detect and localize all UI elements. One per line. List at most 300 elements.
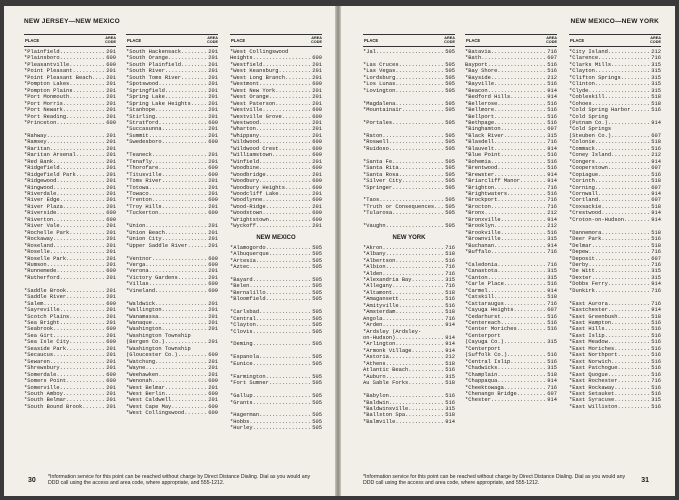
place-name: *Canton	[465, 274, 488, 281]
area-code: 315	[445, 406, 455, 413]
place-name: (Putnam Co.)	[569, 119, 608, 126]
area-code: 505	[445, 158, 455, 165]
place-name: *Villas	[126, 281, 149, 288]
area-code: 516	[547, 81, 557, 88]
area-code: 201	[312, 119, 322, 126]
area-code: 201	[208, 49, 218, 55]
area-code: 716	[547, 197, 557, 204]
leader-dots	[408, 380, 445, 386]
area-code: 201	[106, 100, 116, 107]
directory-column	[126, 34, 218, 434]
leader-dots	[266, 296, 313, 302]
area-code: 201	[106, 358, 116, 365]
area-code: 518	[651, 139, 661, 146]
place-name: *Bedford Hills	[465, 94, 511, 101]
place-name: *Alexandria Bay	[363, 276, 412, 283]
place-name: *Spring Lake Heights	[126, 100, 191, 107]
leader-dots	[392, 120, 445, 126]
area-code: 201	[312, 94, 322, 101]
area-code: 505	[312, 257, 322, 264]
area-code: 609	[208, 165, 218, 172]
leader-dots	[504, 339, 547, 345]
area-code: 518	[547, 371, 557, 378]
place-name: *Sewaren	[24, 358, 50, 365]
area-code: 516	[651, 332, 661, 339]
place-name: *Riverdale	[24, 190, 57, 197]
leader-dots	[491, 249, 547, 255]
area-code: 516	[547, 119, 557, 126]
area-code: 505	[312, 322, 322, 329]
right-page	[341, 6, 675, 496]
place-name: *Allegany	[363, 283, 393, 290]
place-name: *Brighton	[465, 184, 495, 191]
directory-entry	[363, 380, 455, 386]
place-name: *Westmont	[230, 81, 260, 88]
place-name: *Westfield	[230, 61, 263, 68]
place-name: *Point Pleasant Beach	[24, 74, 92, 81]
directory-entry	[465, 397, 557, 403]
area-code: 516	[547, 61, 557, 68]
place-name: *East Hampton	[569, 320, 612, 327]
area-code: 516	[547, 326, 557, 333]
place-name: *Wenonah	[126, 378, 152, 385]
place-name: *South Orange	[126, 55, 169, 62]
area-code: 609	[312, 55, 322, 62]
area-code: 201	[208, 68, 218, 75]
place-name: *Dannemora	[569, 229, 602, 236]
area-code: 609	[208, 403, 218, 410]
section-state-heading: NEW YORK	[392, 234, 426, 241]
place-name: *Springer	[363, 184, 393, 191]
area-code: 914	[547, 242, 557, 249]
place-name: *Alden	[363, 270, 383, 277]
place-name: *Wharton	[230, 126, 256, 133]
place-name: *West Berlin	[126, 391, 165, 398]
area-code: 518	[651, 100, 661, 107]
directory-entry	[363, 210, 455, 216]
place-header: PLACE	[231, 38, 246, 43]
place-name: Heights	[230, 55, 253, 62]
place-name: *Teaneck	[126, 152, 152, 159]
place-name: *Clovis	[230, 328, 253, 335]
place-name: *Copiague	[569, 171, 599, 178]
place-name: *River Edge	[24, 197, 60, 204]
place-name: *Eastchester	[569, 307, 608, 314]
place-name: *Canastota	[465, 268, 498, 275]
place-name: *Clinton	[569, 81, 595, 88]
place-name: *Cheektowaga	[465, 384, 504, 391]
area-code: 201	[106, 145, 116, 152]
area-code: 505	[312, 360, 322, 367]
place-name: *Spotswood	[126, 81, 159, 88]
place-name: *Ballston Spa	[363, 412, 406, 419]
place-name: *Cayuga Heights	[465, 307, 514, 314]
place-name: *Wanaque	[126, 320, 152, 327]
place-name: *Altamont	[363, 289, 393, 296]
area-code: 201	[106, 287, 116, 294]
place-name: *West New York	[230, 87, 276, 94]
leader-dots	[158, 210, 208, 216]
place-name: *De Witt	[569, 268, 595, 275]
leader-dots	[249, 264, 312, 270]
area-code: 609	[106, 119, 116, 126]
area-code: 201	[208, 313, 218, 320]
place-name: *Wanamassa	[126, 313, 159, 320]
area-code: 201	[208, 229, 218, 236]
place-name: *Scotch Plains	[24, 313, 70, 320]
place-name: *Port Newark	[24, 107, 63, 114]
area-code: 609	[312, 184, 322, 191]
area-code: 201	[106, 236, 116, 243]
place-name: *Deming	[230, 341, 253, 348]
area-code: 201	[106, 391, 116, 398]
place-name: *Chappaqua	[465, 378, 498, 385]
area-code: 516	[445, 393, 455, 400]
area-code: 201	[208, 384, 218, 391]
area-code: 609	[208, 352, 218, 359]
place-name: *Sea Bright	[24, 320, 60, 327]
place-name: *Depew	[569, 249, 589, 256]
place-name: *Raritan	[24, 145, 50, 152]
place-name: *Congers	[569, 158, 595, 165]
place-name: *Buffalo	[465, 249, 491, 256]
area-code: 201	[208, 87, 218, 94]
area-code: 201	[106, 197, 116, 204]
area-code: 607	[651, 132, 661, 139]
column-header	[569, 34, 661, 47]
area-code: 201	[106, 165, 116, 172]
place-name: *Ardsley (Ardsley-	[363, 328, 422, 335]
place-name: *Pompton Plains	[24, 87, 73, 94]
area-code: 505	[445, 210, 455, 217]
area-code: 609	[312, 139, 322, 146]
place-name: *Clayton	[569, 68, 595, 75]
place-name: *Balmville	[363, 418, 396, 425]
place-name: *Baldwinsville	[363, 406, 409, 413]
place-name: *Baldwin	[363, 399, 389, 406]
area-code: 609	[106, 61, 116, 68]
area-code: 516	[547, 152, 557, 159]
directory-entry	[363, 185, 455, 191]
area-code: 201	[208, 307, 218, 314]
area-code: 516	[651, 371, 661, 378]
directory-entry	[230, 296, 322, 302]
place-name: (Gloucester Co.)	[126, 352, 178, 359]
place-name: *West Orange	[230, 94, 269, 101]
place-name: *Deposit	[569, 255, 595, 262]
place-name: *Hurley	[230, 425, 253, 432]
place-name: *City Island	[569, 49, 608, 55]
place-name: *South River	[126, 68, 165, 75]
area-code: 518	[651, 229, 661, 236]
area-code: 201	[106, 255, 116, 262]
place-name: *Williamstown	[230, 152, 273, 159]
place-name: *Bayard	[230, 276, 253, 283]
place-name: *South Belmar	[24, 397, 67, 404]
place-name: *Raritan Arsenal	[24, 152, 76, 159]
place-name: *Clyde	[569, 87, 589, 94]
area-code: 201	[106, 229, 116, 236]
place-name: *West Long Branch	[230, 74, 285, 81]
area-code: 505	[445, 171, 455, 178]
place-name: *West Collingswood	[126, 410, 185, 417]
place-name: *Roselle Park	[24, 255, 67, 262]
place-name: *Port Monmouth	[24, 94, 70, 101]
area-code: 201	[208, 152, 218, 159]
area-code: 201	[106, 184, 116, 191]
leader-dots	[376, 49, 445, 55]
place-name: *Sayreville	[24, 307, 60, 314]
area-code: 609	[312, 113, 322, 120]
directory-entry	[363, 88, 455, 94]
area-code: 505	[312, 380, 322, 387]
area-code: 201	[208, 100, 218, 107]
area-code: 716	[547, 203, 557, 210]
area-code: 609	[106, 55, 116, 62]
place-name: *Red Bank	[24, 158, 54, 165]
place-name: *West Caldwell	[126, 397, 172, 404]
area-code: 516	[651, 339, 661, 346]
area-code: 201	[106, 320, 116, 327]
place-name: *Ridgewood	[24, 178, 57, 185]
place-name: *Albuquerque	[230, 251, 269, 258]
place-name: *Stratford	[126, 119, 159, 126]
place-name: *Bronx	[465, 210, 485, 217]
footnote: *Information service for this point can be reached without charge by Direct Distance Dialing. Dial as you would any DDD call using the access and area code, where appropriate, and 555-1212.	[48, 474, 311, 486]
place-name: *Washington Township	[126, 345, 191, 352]
place-name: *Secaucus	[24, 352, 54, 359]
place-name: *Fort Sumner	[230, 380, 269, 387]
place-name: *Bellport	[465, 113, 495, 120]
place-header: PLACE	[25, 38, 40, 43]
area-code: 716	[651, 261, 661, 268]
place-name: *Tularosa	[363, 210, 393, 217]
area-code: 201	[208, 178, 218, 185]
area-code: 201	[106, 113, 116, 120]
area-code: 201	[312, 171, 322, 178]
area-code: 201	[208, 107, 218, 114]
area-code: 505	[445, 107, 455, 114]
place-name: *Las Cruces	[363, 61, 399, 68]
place-name: *Batavia	[465, 49, 491, 55]
directory-entry	[230, 341, 322, 347]
place-name: on-Hudson)	[363, 335, 396, 342]
place-name: *Santa Rosa	[363, 171, 399, 178]
area-code: 201	[208, 371, 218, 378]
area-code: 201	[208, 365, 218, 372]
area-code: 201	[106, 274, 116, 281]
place-name: *Vineland	[126, 287, 156, 294]
area-code: 201	[208, 358, 218, 365]
area-code: 607	[651, 184, 661, 191]
place-name: *Belen	[230, 283, 250, 290]
directory-entry	[126, 243, 218, 249]
area-code: 716	[651, 378, 661, 385]
place-name: *Roswell	[363, 139, 389, 146]
area-code: 914	[547, 287, 557, 294]
place-name: *Bloomfield	[230, 296, 266, 303]
area-code: 505	[312, 244, 322, 251]
place-name: *Hagerman	[230, 412, 260, 419]
area-code: 505	[445, 119, 455, 126]
place-name: *Cold Springs	[569, 126, 612, 133]
place-name: *Woodlynne	[230, 197, 263, 204]
area-code: 201	[106, 190, 116, 197]
directory-entry	[126, 410, 218, 416]
area-code: 505	[445, 100, 455, 107]
area-code: 315	[547, 268, 557, 275]
area-code: 201	[106, 345, 116, 352]
area-code: 201	[312, 132, 322, 139]
area-code: 716	[547, 384, 557, 391]
place-name: *Arlington	[363, 341, 396, 348]
place-name: *Truth or Consequences	[363, 203, 435, 210]
place-name: *Coney Island	[569, 152, 612, 159]
area-code: 505	[445, 49, 455, 55]
leader-dots	[253, 425, 313, 431]
place-name: *Saddle River	[24, 294, 67, 301]
area-code: 607	[651, 197, 661, 204]
place-header: PLACE	[570, 38, 585, 43]
place-name: *Lordsburg	[363, 74, 396, 81]
place-name: *River Vale	[24, 223, 60, 230]
area-code: 505	[312, 399, 322, 406]
area-code: 201	[208, 132, 218, 139]
area-code: 607	[547, 307, 557, 314]
area-code: 315	[651, 87, 661, 94]
leader-dots	[402, 107, 445, 113]
area-code: 518	[445, 251, 455, 258]
area-code: 201	[312, 190, 322, 197]
place-name: *Rumson	[24, 261, 47, 268]
area-code: 315	[547, 365, 557, 372]
area-code: 516	[445, 302, 455, 309]
place-name: *Succasunna	[126, 126, 162, 133]
area-code: 201	[312, 100, 322, 107]
area-code: 516	[651, 352, 661, 359]
place-name: *Brownville	[465, 236, 501, 243]
area-code: 716	[547, 49, 557, 55]
place-name: *East Syracuse	[569, 397, 615, 404]
place-name: *East Quogue	[569, 371, 608, 378]
place-name: *East Rochester	[569, 378, 618, 385]
area-code: 716	[651, 249, 661, 256]
place-name: *Cortland	[569, 197, 599, 204]
directory-entry	[24, 120, 116, 126]
area-code: 609	[106, 216, 116, 223]
area-code: 609	[312, 107, 322, 114]
place-name: *Woodbury	[230, 178, 260, 185]
area-code: 607	[547, 126, 557, 133]
place-name: *Santa Fe	[363, 158, 393, 165]
area-code: 201	[312, 68, 322, 75]
area-code: 201	[106, 352, 116, 359]
area-code: 201	[208, 81, 218, 88]
area-code: 505	[312, 328, 322, 335]
area-code: 201	[106, 294, 116, 301]
place-name: *Trenton	[126, 197, 152, 204]
area-code: 505	[445, 68, 455, 75]
directory-entry	[363, 146, 455, 152]
place-name: *West Paterson	[230, 100, 276, 107]
area-code: 315	[547, 339, 557, 346]
directory-entry	[569, 217, 661, 223]
area-code: 609	[106, 339, 116, 346]
area-code: 609	[312, 197, 322, 204]
area-code: 516	[651, 107, 661, 114]
place-name: *Bohemia	[465, 158, 491, 165]
column-header	[465, 34, 557, 47]
place-name: *Titusville	[126, 171, 162, 178]
area-code: 201	[208, 242, 218, 249]
place-name: *Shrewsbury	[24, 365, 60, 372]
place-name: *Sea Isle City	[24, 339, 70, 346]
left-page	[4, 6, 335, 496]
area-code: 607	[651, 255, 661, 262]
place-name: *Taos	[363, 197, 380, 204]
place-name: *East Aurora	[569, 300, 608, 307]
page-state-title: NEW JERSEY—NEW MEXICO	[24, 18, 120, 25]
place-name: *West Cape May	[126, 403, 172, 410]
place-name: *Pleasantville	[24, 61, 70, 68]
area-code: 516	[547, 113, 557, 120]
area-code: 315	[651, 74, 661, 81]
area-code: 516	[651, 345, 661, 352]
area-code: 609	[208, 287, 218, 294]
place-name: *Mountainair	[363, 107, 402, 114]
place-name: *Coxsackie	[569, 203, 602, 210]
area-code: 201	[312, 223, 322, 230]
place-name: *Ramsey	[24, 139, 47, 146]
area-code: 201	[106, 365, 116, 372]
area-code: 914	[547, 94, 557, 101]
leader-dots	[253, 341, 313, 347]
area-code: 516	[651, 384, 661, 391]
area-code: 914	[547, 171, 557, 178]
place-name: *Brookville	[465, 229, 501, 236]
place-name: *Roseland	[24, 242, 54, 249]
place-name: *Cohoes	[569, 100, 592, 107]
area-code: 609	[106, 210, 116, 217]
page-state-title: NEW MEXICO—NEW YORK	[570, 18, 659, 25]
area-code-header: AREA CODE	[311, 36, 322, 44]
place-name: *Babylon	[363, 393, 389, 400]
area-code: 609	[312, 178, 322, 185]
directory-entry	[126, 210, 218, 216]
place-name: (Suffolk Co.)	[465, 352, 508, 359]
area-code: 914	[547, 178, 557, 185]
area-code: 201	[208, 184, 218, 191]
area-code: 201	[106, 384, 116, 391]
area-code: 716	[445, 283, 455, 290]
directory-entry	[363, 419, 455, 425]
place-name: *Los Lunas	[363, 81, 396, 88]
area-code: 914	[445, 341, 455, 348]
leader-dots	[256, 223, 312, 229]
place-name: *Central	[230, 315, 256, 322]
area-code: 716	[547, 300, 557, 307]
place-name: *Rutherford	[24, 274, 60, 281]
directory-entry	[465, 249, 557, 255]
place-name: *Seabrook	[24, 326, 54, 333]
place-name: *East Norwich	[569, 358, 612, 365]
place-name: *Carlsbad	[230, 309, 260, 316]
place-name: *Port Morris	[24, 100, 63, 107]
place-name: Bayport	[465, 61, 488, 68]
place-name: *Amityville	[363, 302, 399, 309]
place-name: *East Rockaway	[569, 384, 615, 391]
place-name: *Ridgefield	[24, 165, 60, 172]
